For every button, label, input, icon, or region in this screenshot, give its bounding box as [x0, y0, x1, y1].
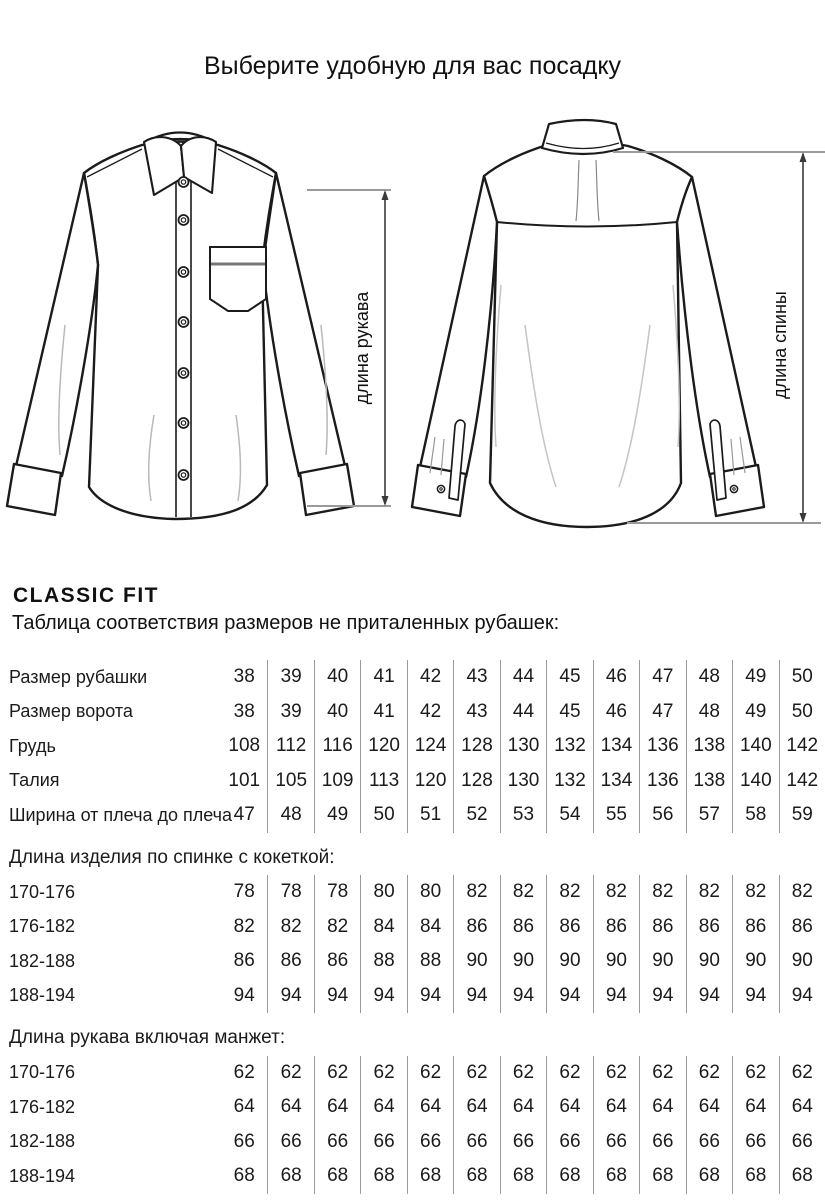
size-value-cell: 90 [732, 944, 778, 979]
size-value-cell: 130 [500, 729, 546, 764]
size-value-cell: 142 [779, 764, 825, 799]
shirt-front-body [7, 142, 354, 520]
size-value-cell: 56 [639, 798, 685, 833]
size-value-cell: 82 [639, 875, 685, 910]
size-value-cell: 84 [407, 910, 453, 945]
table-row [0, 1090, 825, 1125]
size-value-cell: 62 [267, 1056, 313, 1091]
collar-band [542, 120, 623, 154]
size-value-cell: 66 [779, 1125, 825, 1160]
size-value-cell: 68 [453, 1159, 499, 1194]
group-heading: Длина рукава включая манжет: [9, 1027, 286, 1049]
size-value-cell: 101 [228, 769, 261, 791]
size-value-cell: 47 [639, 660, 685, 695]
size-value-cell: 66 [360, 1125, 406, 1160]
size-value-cell: 136 [639, 729, 685, 764]
size-value-cell: 64 [267, 1090, 313, 1125]
size-value-cell: 62 [546, 1056, 592, 1091]
size-value-cell: 86 [546, 910, 592, 945]
row-label: 170-176 [9, 1062, 76, 1083]
size-value-cell: 94 [233, 984, 255, 1006]
size-value-cell: 50 [779, 660, 825, 695]
size-value-cell: 90 [546, 944, 592, 979]
size-value-cell: 78 [267, 875, 313, 910]
table-row [0, 875, 825, 910]
size-value-cell: 64 [500, 1090, 546, 1125]
size-value-cell: 108 [228, 735, 261, 757]
row-label: Ширина от плеча до плеча [9, 804, 233, 825]
table-row [0, 1056, 825, 1091]
size-value-cell: 68 [233, 1165, 255, 1187]
size-value-cell: 68 [314, 1159, 360, 1194]
size-value-cell: 49 [314, 798, 360, 833]
size-value-cell: 42 [407, 695, 453, 730]
size-value-cell: 66 [732, 1125, 778, 1160]
size-value-cell: 94 [267, 979, 313, 1014]
size-value-cell: 59 [779, 798, 825, 833]
size-value-cell: 86 [686, 910, 732, 945]
size-value-cell: 62 [686, 1056, 732, 1091]
size-value-cell: 105 [267, 764, 313, 799]
size-value-cell: 62 [593, 1056, 639, 1091]
size-value-cell: 51 [407, 798, 453, 833]
size-value-cell: 82 [500, 875, 546, 910]
size-value-cell: 94 [732, 979, 778, 1014]
row-label: 182-188 [9, 1131, 76, 1152]
size-value-cell: 40 [314, 660, 360, 695]
row-label: 182-188 [9, 950, 76, 971]
size-value-cell: 82 [732, 875, 778, 910]
size-value-cell: 128 [453, 764, 499, 799]
size-value-cell: 44 [500, 695, 546, 730]
size-value-cell: 38 [233, 666, 255, 688]
size-value-cell: 88 [407, 944, 453, 979]
size-value-cell: 68 [639, 1159, 685, 1194]
size-value-cell: 90 [686, 944, 732, 979]
size-value-cell: 86 [233, 950, 255, 972]
size-value-cell: 45 [546, 660, 592, 695]
row-label: 188-194 [9, 1165, 76, 1186]
size-value-cell: 94 [686, 979, 732, 1014]
size-value-cell: 140 [732, 764, 778, 799]
size-value-cell: 48 [686, 660, 732, 695]
size-value-cell: 94 [546, 979, 592, 1014]
size-value-cell: 86 [314, 944, 360, 979]
size-value-cell: 39 [267, 660, 313, 695]
size-value-cell: 68 [360, 1159, 406, 1194]
table-row [0, 1159, 825, 1194]
size-value-cell: 86 [639, 910, 685, 945]
size-value-cell: 86 [453, 910, 499, 945]
size-value-cell: 64 [686, 1090, 732, 1125]
size-value-cell: 94 [407, 979, 453, 1014]
size-value-cell: 94 [453, 979, 499, 1014]
size-value-cell: 80 [360, 875, 406, 910]
size-value-cell: 62 [233, 1061, 255, 1083]
size-value-cell: 45 [546, 695, 592, 730]
size-value-cell: 57 [686, 798, 732, 833]
size-value-cell: 94 [639, 979, 685, 1014]
size-value-cell: 64 [360, 1090, 406, 1125]
size-value-cell: 94 [593, 979, 639, 1014]
size-value-cell: 68 [267, 1159, 313, 1194]
size-value-cell: 88 [360, 944, 406, 979]
row-label: 176-182 [9, 1096, 76, 1117]
shirt-front-drawing [2, 115, 402, 540]
size-value-cell: 55 [593, 798, 639, 833]
size-value-cell: 82 [686, 875, 732, 910]
size-value-cell: 66 [639, 1125, 685, 1160]
size-value-cell: 62 [639, 1056, 685, 1091]
size-value-cell: 136 [639, 764, 685, 799]
size-value-cell: 44 [500, 660, 546, 695]
row-label: 170-176 [9, 881, 76, 902]
size-value-cell: 86 [779, 910, 825, 945]
size-value-cell: 68 [500, 1159, 546, 1194]
size-value-cell: 68 [407, 1159, 453, 1194]
group-heading: Длина изделия по спинке с кокеткой: [9, 846, 335, 868]
size-value-cell: 82 [546, 875, 592, 910]
row-label: Размер ворота [9, 701, 133, 722]
size-value-cell: 46 [593, 695, 639, 730]
size-value-cell: 58 [732, 798, 778, 833]
table-row [0, 764, 825, 799]
size-value-cell: 130 [500, 764, 546, 799]
table-row [0, 979, 825, 1014]
size-value-cell: 142 [779, 729, 825, 764]
size-value-cell: 50 [779, 695, 825, 730]
size-value-cell: 68 [732, 1159, 778, 1194]
page-title: Выберите удобную для вас посадку [203, 52, 622, 80]
shirt-back-drawing [400, 115, 825, 540]
size-value-cell: 48 [267, 798, 313, 833]
size-value-cell: 84 [360, 910, 406, 945]
table-subtitle: Таблица соответствия размеров не приталенных рубашек: [12, 612, 560, 634]
size-value-cell: 47 [233, 804, 255, 826]
size-value-cell: 140 [732, 729, 778, 764]
size-value-cell: 82 [233, 915, 255, 937]
size-value-cell: 132 [546, 764, 592, 799]
row-label: 188-194 [9, 985, 76, 1006]
size-value-cell: 62 [779, 1056, 825, 1091]
size-value-cell: 66 [314, 1125, 360, 1160]
size-value-cell: 78 [233, 881, 255, 903]
table-row [0, 695, 825, 730]
size-value-cell: 68 [779, 1159, 825, 1194]
size-value-cell: 50 [360, 798, 406, 833]
size-value-cell: 54 [546, 798, 592, 833]
row-label: Размер рубашки [9, 666, 148, 687]
size-value-cell: 94 [314, 979, 360, 1014]
size-value-cell: 62 [360, 1056, 406, 1091]
size-value-cell: 90 [500, 944, 546, 979]
size-value-cell: 64 [639, 1090, 685, 1125]
size-value-cell: 43 [453, 695, 499, 730]
size-value-cell: 82 [453, 875, 499, 910]
size-value-cell: 80 [407, 875, 453, 910]
size-value-cell: 82 [314, 910, 360, 945]
size-value-cell: 86 [593, 910, 639, 945]
size-value-cell: 120 [360, 729, 406, 764]
size-value-cell: 128 [453, 729, 499, 764]
size-value-cell: 40 [314, 695, 360, 730]
size-value-cell: 86 [267, 944, 313, 979]
table-row [0, 910, 825, 945]
size-value-cell: 46 [593, 660, 639, 695]
size-value-cell: 66 [500, 1125, 546, 1160]
size-value-cell: 78 [314, 875, 360, 910]
table-row [0, 660, 825, 695]
table-row [0, 944, 825, 979]
fit-heading: CLASSIC FIT [13, 584, 159, 607]
size-value-cell: 94 [500, 979, 546, 1014]
size-value-cell: 62 [407, 1056, 453, 1091]
size-table [0, 660, 825, 1194]
back-length-label: длина спины [770, 291, 790, 399]
size-value-cell: 64 [779, 1090, 825, 1125]
table-row [0, 798, 825, 833]
size-value-cell: 64 [407, 1090, 453, 1125]
shirt-back-body [412, 141, 764, 527]
table-row [0, 1125, 825, 1160]
size-value-cell: 47 [639, 695, 685, 730]
row-label: 176-182 [9, 916, 76, 937]
size-value-cell: 112 [267, 729, 313, 764]
size-value-cell: 49 [732, 660, 778, 695]
size-value-cell: 134 [593, 729, 639, 764]
size-value-cell: 64 [546, 1090, 592, 1125]
size-value-cell: 120 [407, 764, 453, 799]
size-value-cell: 68 [593, 1159, 639, 1194]
size-value-cell: 52 [453, 798, 499, 833]
size-value-cell: 43 [453, 660, 499, 695]
size-value-cell: 94 [360, 979, 406, 1014]
size-value-cell: 66 [686, 1125, 732, 1160]
size-value-cell: 138 [686, 729, 732, 764]
size-value-cell: 48 [686, 695, 732, 730]
row-label: Талия [9, 770, 60, 791]
size-value-cell: 41 [360, 695, 406, 730]
size-value-cell: 134 [593, 764, 639, 799]
size-value-cell: 66 [546, 1125, 592, 1160]
size-value-cell: 66 [407, 1125, 453, 1160]
size-value-cell: 90 [639, 944, 685, 979]
size-value-cell: 66 [453, 1125, 499, 1160]
size-value-cell: 90 [453, 944, 499, 979]
size-value-cell: 82 [779, 875, 825, 910]
size-value-cell: 82 [593, 875, 639, 910]
size-value-cell: 64 [593, 1090, 639, 1125]
size-value-cell: 124 [407, 729, 453, 764]
size-value-cell: 138 [686, 764, 732, 799]
size-value-cell: 90 [593, 944, 639, 979]
size-value-cell: 64 [233, 1096, 255, 1118]
size-value-cell: 66 [233, 1130, 255, 1152]
size-value-cell: 68 [546, 1159, 592, 1194]
size-value-cell: 42 [407, 660, 453, 695]
size-value-cell: 90 [779, 944, 825, 979]
size-value-cell: 109 [314, 764, 360, 799]
size-value-cell: 113 [360, 764, 406, 799]
size-value-cell: 64 [732, 1090, 778, 1125]
size-value-cell: 49 [732, 695, 778, 730]
size-value-cell: 41 [360, 660, 406, 695]
row-label: Грудь [9, 735, 56, 756]
size-value-cell: 86 [500, 910, 546, 945]
size-value-cell: 94 [779, 979, 825, 1014]
size-value-cell: 68 [686, 1159, 732, 1194]
size-value-cell: 62 [314, 1056, 360, 1091]
size-value-cell: 66 [593, 1125, 639, 1160]
size-value-cell: 53 [500, 798, 546, 833]
size-value-cell: 62 [500, 1056, 546, 1091]
table-row [0, 729, 825, 764]
size-value-cell: 86 [732, 910, 778, 945]
chest-pocket [210, 247, 266, 311]
size-value-cell: 116 [314, 729, 360, 764]
size-value-cell: 82 [267, 910, 313, 945]
size-value-cell: 66 [267, 1125, 313, 1160]
size-value-cell: 38 [233, 700, 255, 722]
sleeve-length-label: длина рукава [352, 291, 372, 405]
size-value-cell: 132 [546, 729, 592, 764]
size-value-cell: 64 [314, 1090, 360, 1125]
size-value-cell: 62 [732, 1056, 778, 1091]
size-value-cell: 64 [453, 1090, 499, 1125]
size-value-cell: 62 [453, 1056, 499, 1091]
size-value-cell: 39 [267, 695, 313, 730]
